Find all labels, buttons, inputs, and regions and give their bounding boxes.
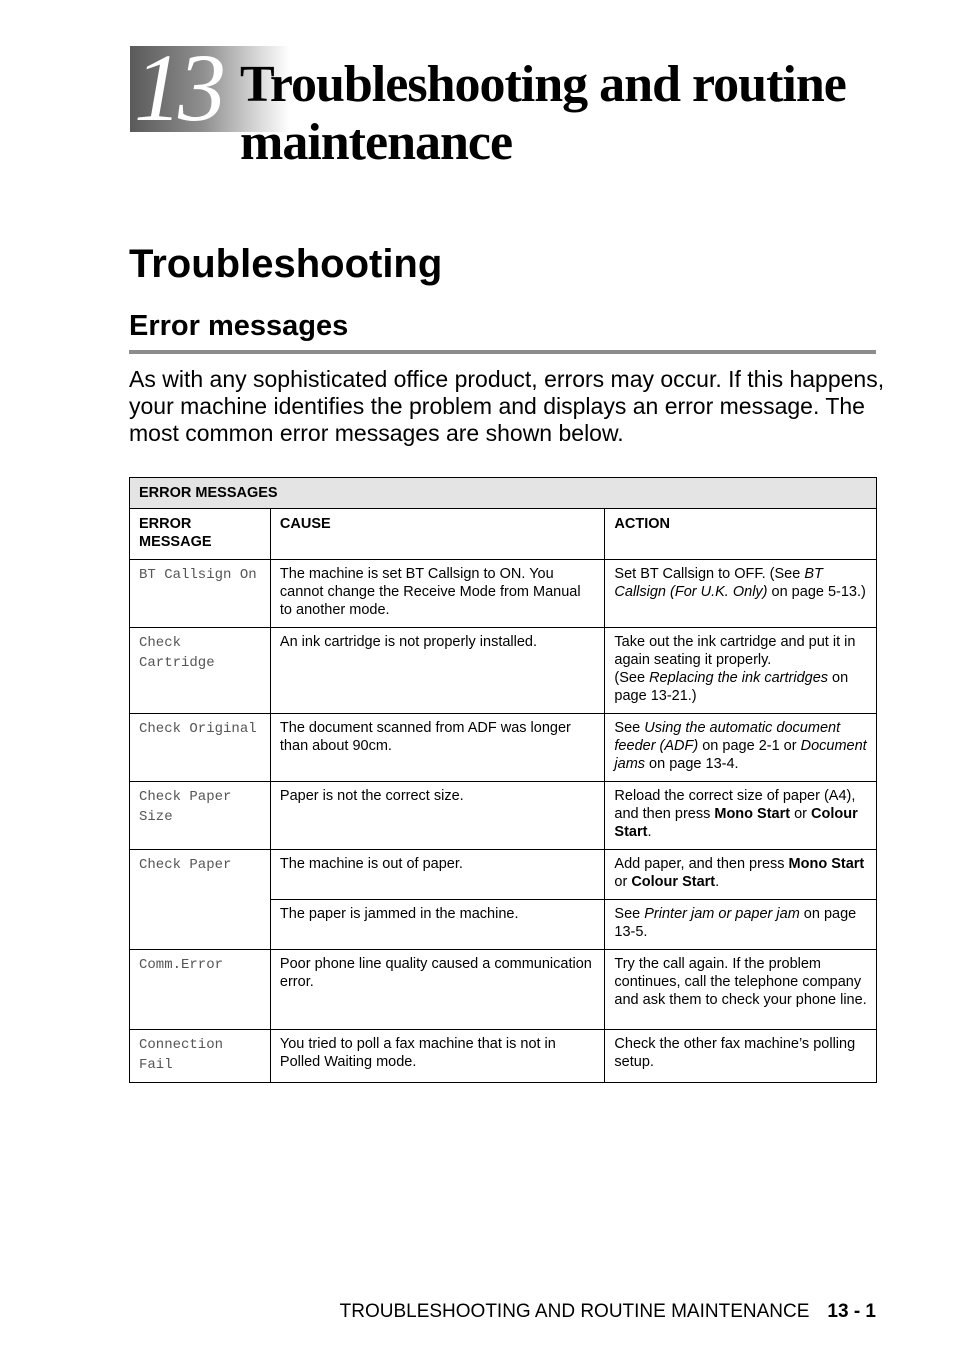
error-code: Connection Fail [139, 1037, 224, 1073]
intro-paragraph: As with any sophisticated office product, errors may occur. If this happens, your machine identifies the problem and displays an error message. The most common error messages are shown below. [129, 366, 885, 446]
error-message-cell [130, 714, 271, 782]
error-code: Check Paper Size [139, 789, 232, 825]
header-error-message-label: ERROR MESSAGE [139, 516, 212, 550]
table-row [130, 850, 877, 900]
button-name: Colour Start [631, 874, 716, 890]
cause-cell: The machine is set BT Callsign to ON. You cannot change the Receive Mode from Manual to another mode. [270, 560, 605, 628]
header-cause: CAUSE [270, 509, 605, 560]
section-title: Troubleshooting [129, 242, 443, 286]
action-reference: Replacing the ink cartridges [649, 670, 829, 686]
error-message-cell [130, 782, 271, 850]
action-cell [605, 850, 877, 900]
action-text: or [614, 874, 632, 890]
action-cell [605, 782, 877, 850]
action-text: . [647, 824, 652, 840]
action-text: or [790, 806, 812, 822]
error-message-cell [130, 850, 271, 950]
table-row [130, 782, 877, 850]
action-text: (See [614, 670, 650, 686]
table-header-row [130, 509, 877, 560]
action-cell: Try the call again. If the problem continues, call the telephone company and ask them to check your phone line. [605, 950, 877, 1030]
action-cell [605, 900, 877, 950]
action-text: Add paper, and then press [614, 856, 789, 872]
chapter-number: 13 [134, 34, 222, 141]
table-row [130, 560, 877, 628]
action-reference: Using the automatic document feeder (ADF) [614, 720, 841, 754]
action-text: on page 5-13.) [767, 584, 866, 600]
action-reference: Document jams [614, 738, 867, 772]
error-message-cell [130, 628, 271, 714]
cause-cell: Paper is not the correct size. [270, 782, 605, 850]
table-row [130, 628, 877, 714]
error-message-cell [130, 950, 271, 1030]
footer-text: TROUBLESHOOTING AND ROUTINE MAINTENANCE [339, 1301, 810, 1322]
error-code: Check Original [139, 721, 257, 737]
action-text: See [614, 906, 645, 922]
error-message-cell [130, 1030, 271, 1083]
header-error-message [130, 509, 271, 560]
button-name: Colour Start [614, 806, 858, 840]
button-name: Mono Start [788, 856, 865, 872]
error-messages-table [129, 477, 877, 1083]
table-row [130, 714, 877, 782]
action-text: Take out the ink cartridge and put it in again seating it properly. [614, 634, 856, 668]
action-text: Reload the correct size of paper (A4), and then press [614, 788, 856, 822]
action-reference: Printer jam or paper jam [644, 906, 800, 922]
action-cell [605, 560, 877, 628]
action-text: on page 13-21.) [614, 670, 849, 704]
cause-cell: The paper is jammed in the machine. [270, 900, 605, 950]
header-action: ACTION [605, 509, 877, 560]
error-code: Comm.Error [139, 957, 224, 973]
action-cell: Check the other fax machine’s polling setup. [605, 1030, 877, 1083]
cause-cell: The document scanned from ADF was longer than about 90cm. [270, 714, 605, 782]
action-cell [605, 628, 877, 714]
subsection-title: Error messages [129, 310, 349, 342]
cause-cell: The machine is out of paper. [270, 850, 605, 900]
action-text: . [715, 874, 720, 890]
table-row [130, 1030, 877, 1083]
table-row [130, 950, 877, 1030]
cause-cell: Poor phone line quality caused a communication error. [270, 950, 605, 1030]
table-caption: ERROR MESSAGES [130, 478, 877, 509]
error-code: Check Paper [139, 857, 232, 873]
action-text: on page 13-4. [645, 756, 739, 772]
action-text: See [614, 720, 645, 736]
button-name: Mono Start [714, 806, 791, 822]
action-text: Set BT Callsign to OFF. (See [614, 566, 805, 582]
error-code: BT Callsign On [139, 567, 257, 583]
action-text: on page 13-5. [614, 906, 857, 940]
table-caption-row [130, 478, 877, 509]
page-number: 13 - 1 [827, 1301, 876, 1322]
action-reference: BT Callsign (For U.K. Only) [614, 566, 823, 600]
action-cell [605, 714, 877, 782]
chapter-title: Troubleshooting and routine maintenance [240, 56, 846, 171]
subsection-rule [129, 350, 876, 354]
cause-cell: An ink cartridge is not properly installed. [270, 628, 605, 714]
error-message-cell [130, 560, 271, 628]
page-footer [340, 1300, 876, 1324]
action-text: on page 2-1 or [698, 738, 801, 754]
cause-cell: You tried to poll a fax machine that is not in Polled Waiting mode. [270, 1030, 605, 1083]
error-code: Check Cartridge [139, 635, 215, 671]
